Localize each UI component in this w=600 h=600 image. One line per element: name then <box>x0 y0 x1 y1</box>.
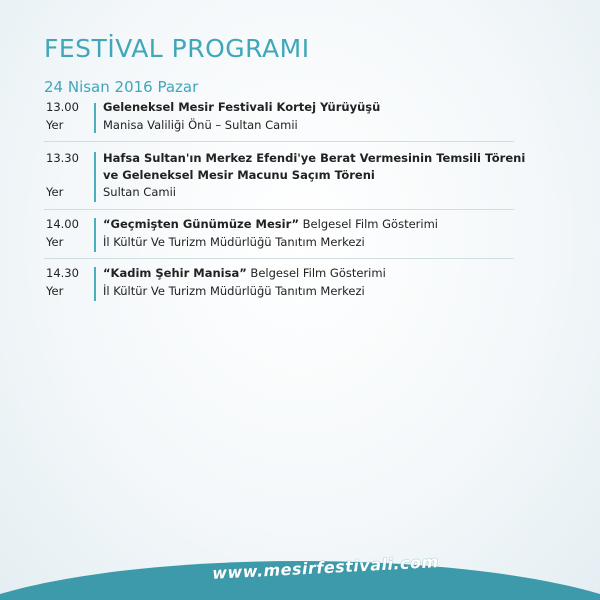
event-place: Manisa Valiliği Önü – Sultan Camii <box>103 118 298 132</box>
program-date: 24 Nisan 2016 Pazar <box>44 78 199 96</box>
event-title-line1: Hafsa Sultan'ın Merkez Efendi'ye Berat Vermesinin Temsili Töreni <box>103 151 526 165</box>
event-title-line2: ve Geleneksel Mesir Macunu Saçım Töreni <box>103 168 375 182</box>
event-time: 14.30 <box>46 266 79 280</box>
event-divider <box>94 152 96 202</box>
event-divider <box>94 103 96 133</box>
event-title-rest: Belgesel Film Gösterimi <box>299 217 438 231</box>
event-title-rest: Belgesel Film Gösterimi <box>246 266 386 280</box>
event-time: 13.00 <box>46 100 79 114</box>
event-place: Sultan Camii <box>103 185 176 199</box>
event-list <box>44 97 526 305</box>
event-divider <box>94 267 96 301</box>
page-title: FESTİVAL PROGRAMI <box>44 34 310 63</box>
event-place-label: Yer <box>46 235 64 249</box>
event-item <box>44 97 514 142</box>
event-item <box>44 210 514 259</box>
event-place-label: Yer <box>46 118 64 132</box>
event-divider <box>94 218 96 252</box>
event-title-bold: “Kadim Şehir Manisa” <box>103 266 247 280</box>
event-item <box>44 142 526 210</box>
event-title <box>103 266 386 280</box>
website-link[interactable]: www.mesirfestivali.com <box>211 552 440 583</box>
event-place-label: Yer <box>46 185 64 199</box>
event-time: 14.00 <box>46 217 79 231</box>
event-title-bold: “Geçmişten Günümüze Mesir” <box>103 217 300 231</box>
event-place: İl Kültür Ve Turizm Müdürlüğü Tanıtım Merkezi <box>103 284 365 298</box>
event-title <box>103 217 438 231</box>
event-place: İl Kültür Ve Turizm Müdürlüğü Tanıtım Merkezi <box>103 235 365 249</box>
event-time: 13.30 <box>46 151 79 165</box>
event-item <box>44 259 514 305</box>
event-place-label: Yer <box>46 284 64 298</box>
event-title: Geleneksel Mesir Festivali Kortej Yürüyüşü <box>103 100 381 114</box>
